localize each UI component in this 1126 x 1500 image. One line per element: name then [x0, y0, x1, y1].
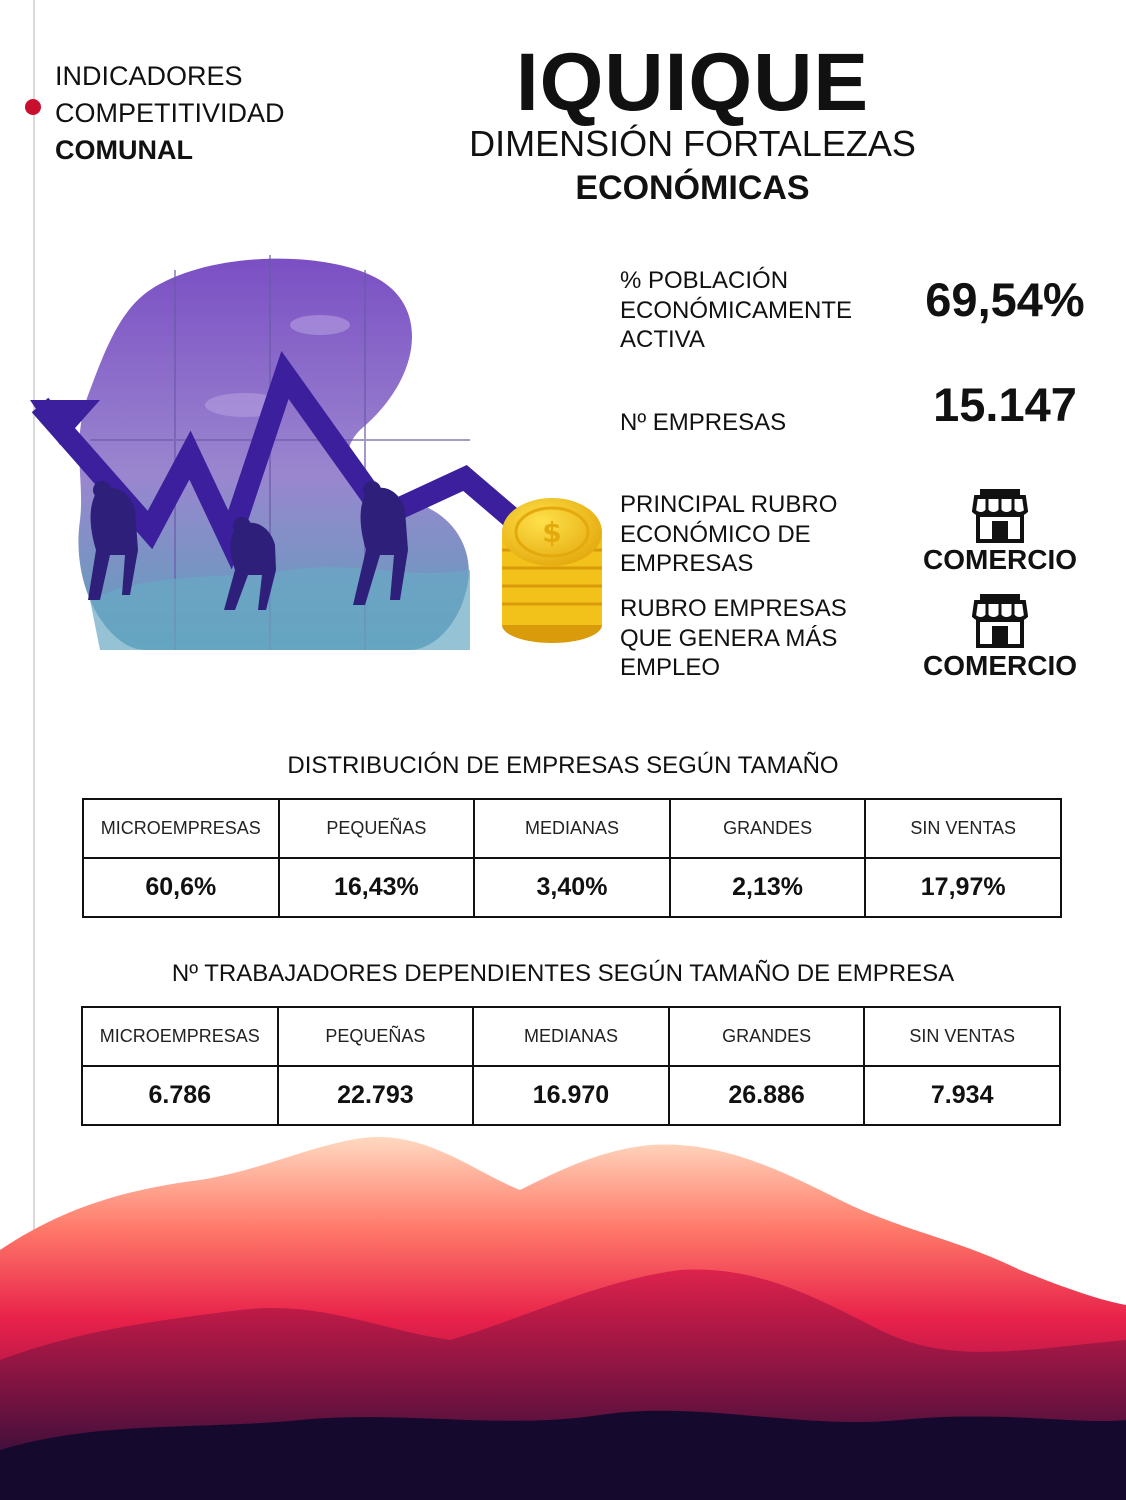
- table-row: [82, 1066, 1060, 1125]
- table-header-cell: MEDIANAS: [473, 1007, 669, 1066]
- coin-stack: [502, 498, 602, 643]
- rubro-value: COMERCIO: [923, 544, 1077, 575]
- page-title: IQUIQUE: [515, 37, 870, 128]
- pea-label: % POBLACIÓN ECONÓMICAMENTE ACTIVA: [620, 267, 853, 353]
- accent-dot: [25, 99, 41, 115]
- table-cell: 2,13%: [670, 858, 866, 917]
- table-row: [83, 858, 1061, 917]
- table-cell: 6.786: [82, 1066, 278, 1125]
- store-icon: [970, 487, 1030, 545]
- table-header-cell: MEDIANAS: [474, 799, 670, 858]
- table-header-row: [82, 1007, 1060, 1066]
- table-cell: 7.934: [864, 1066, 1060, 1125]
- table2-title: Nº TRABAJADORES DEPENDIENTES SEGÚN TAMAÑO DE EMPRESA: [171, 960, 955, 987]
- svg-text:$: $: [542, 516, 562, 549]
- table-header-cell: PEQUEÑAS: [278, 1007, 474, 1066]
- page-subtitle-bold: ECONÓMICAS: [575, 169, 810, 207]
- empleo-label: RUBRO EMPRESAS QUE GENERA MÁS EMPLEO: [620, 595, 847, 681]
- table-header-cell: GRANDES: [669, 1007, 865, 1066]
- table-cell: 26.886: [669, 1066, 865, 1125]
- table-cell: 60,6%: [83, 858, 279, 917]
- table-header-cell: SIN VENTAS: [865, 799, 1061, 858]
- brand-line-1: INDICADORES: [55, 61, 243, 91]
- table-cell: 17,97%: [865, 858, 1061, 917]
- table-header-row: [83, 799, 1061, 858]
- table2-workers: [81, 1006, 1061, 1126]
- brand-line-2: COMPETITIVIDAD: [55, 98, 285, 128]
- table-header-cell: MICROEMPRESAS: [82, 1007, 278, 1066]
- mountain-graphic: [0, 1130, 1126, 1500]
- table-header-cell: PEQUEÑAS: [279, 799, 475, 858]
- empresas-label: Nº EMPRESAS: [620, 409, 787, 436]
- rubro-label: PRINCIPAL RUBRO ECONÓMICO DE EMPRESAS: [620, 491, 838, 577]
- table-cell: 16.970: [473, 1066, 669, 1125]
- table-cell: 22.793: [278, 1066, 474, 1125]
- table-header-cell: GRANDES: [670, 799, 866, 858]
- store-icon: [970, 592, 1030, 650]
- empleo-value: COMERCIO: [923, 650, 1077, 681]
- page-subtitle: DIMENSIÓN FORTALEZAS: [469, 123, 916, 164]
- economy-illustration: [30, 250, 610, 660]
- table-header-cell: MICROEMPRESAS: [83, 799, 279, 858]
- brand-block: [55, 58, 285, 169]
- pea-value: 69,54%: [925, 273, 1085, 326]
- table-header-cell: SIN VENTAS: [864, 1007, 1060, 1066]
- brand-line-3: COMUNAL: [55, 135, 193, 165]
- table-cell: 16,43%: [279, 858, 475, 917]
- table1-distribution: [82, 798, 1062, 918]
- table1-title: DISTRIBUCIÓN DE EMPRESAS SEGÚN TAMAÑO: [287, 752, 839, 779]
- table-cell: 3,40%: [474, 858, 670, 917]
- empresas-value: 15.147: [933, 378, 1077, 431]
